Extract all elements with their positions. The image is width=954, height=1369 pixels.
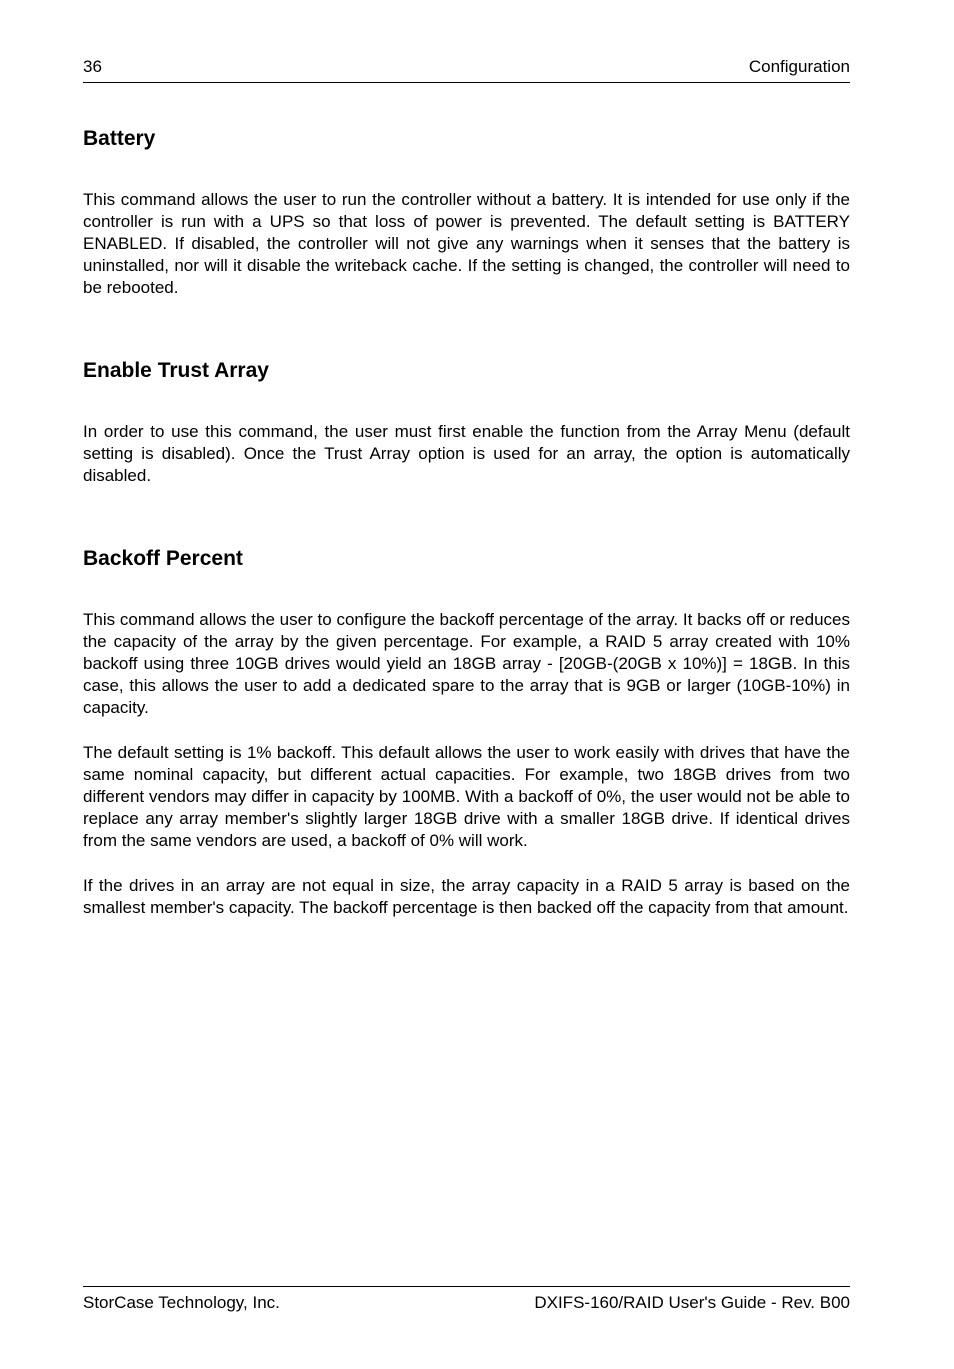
battery-paragraph: This command allows the user to run the controller without a battery. It is intended for use only if the controller is run with a UPS so that loss of power is prevented. The default setting is BATTERY ENABLED. If disabled, the controller will not give any warnings when it senses that the battery is uninstalled, nor will it disable the writeback cache. If the setting is changed, the controller will need to be rebooted. [83, 190, 850, 297]
backoff-percent-heading: Backoff Percent [83, 547, 243, 570]
backoff-paragraph-1: This command allows the user to configure the backoff percentage of the array. It backs off or reduces the capacity of the array by the given percentage. For example, a RAID 5 array created with 10% backoff using three 10GB drives would yield an 18GB array - [20GB-(20GB x 10%)] = 18GB. In this case, this allows the user to add a dedicated spare to the array that is 9GB or larger (10GB-10%) in capacity. [83, 610, 850, 717]
footer-document-title: DXIFS-160/RAID User's Guide - Rev. B00 [534, 1293, 850, 1312]
footer-company: StorCase Technology, Inc. [83, 1293, 280, 1312]
header-section-title: Configuration [748, 57, 850, 76]
enable-trust-array-paragraph: In order to use this command, the user must first enable the function from the Array Menu (default setting is disabled). Once the Trust Array option is used for an array, the option is automatically disabled. [83, 422, 850, 485]
backoff-paragraph-3: If the drives in an array are not equal in size, the array capacity in a RAID 5 array is based on the smallest member's capacity. The backoff percentage is then backed off the capacity from that amount. [83, 876, 850, 917]
page-number: 36 [83, 57, 102, 76]
enable-trust-array-heading: Enable Trust Array [83, 359, 269, 382]
page-header [83, 56, 850, 83]
page-footer [83, 1286, 850, 1317]
battery-heading: Battery [83, 127, 156, 150]
backoff-paragraph-2: The default setting is 1% backoff. This default allows the user to work easily with drives that have the same nominal capacity, but different actual capacities. For example, two 18GB drives from two different vendors may differ in capacity by 100MB. With a backoff of 0%, the user would not be able to replace any array member's slightly larger 18GB drive with a smaller 18GB drive. If identical drives from the same vendors are used, a backoff of 0% will work. [83, 743, 850, 850]
